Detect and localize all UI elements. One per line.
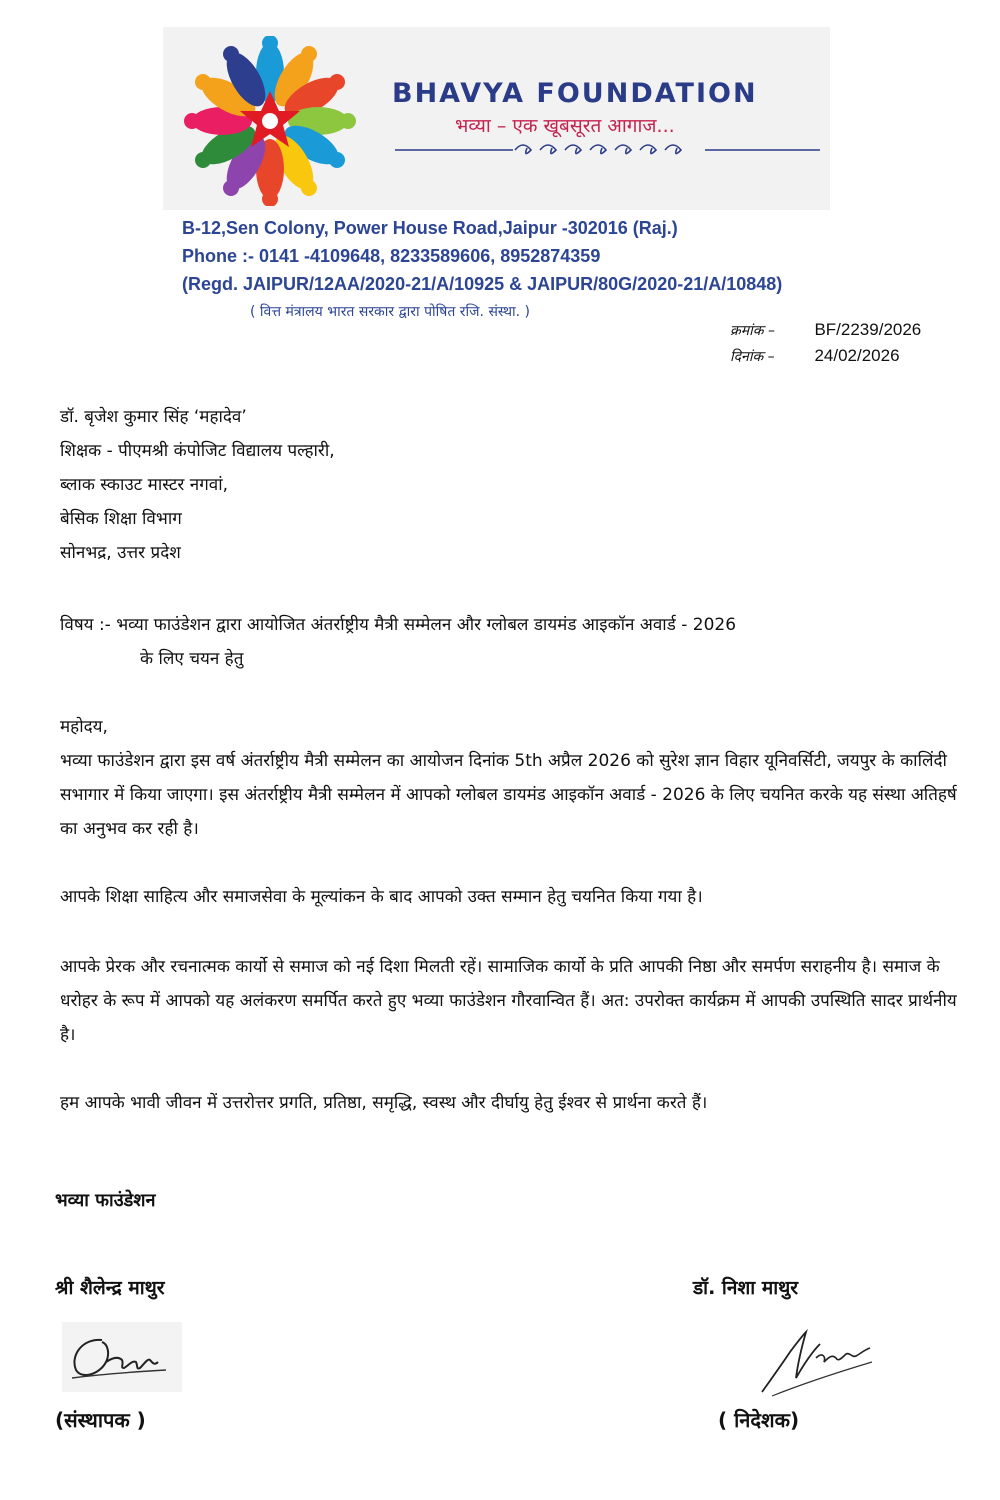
registration-note: ( वित्त मंत्रालय भारत सरकार द्वारा पोषित रजि. संस्था. )	[250, 304, 531, 320]
recipient-line: शिक्षक - पीएमश्री कंपोजिट विद्यालय पल्हारी,	[60, 441, 335, 461]
subject-line-continued: के लिए चयन हेतु	[140, 649, 244, 669]
recipient-name: डॉ. बृजेश कुमार सिंह ‘महादेव’	[60, 407, 247, 427]
reference-number	[730, 320, 921, 340]
body-paragraph: आपके प्रेरक और रचनात्मक कार्यो से समाज को नई दिशा मिलती रहें। सामाजिक कार्यो के प्रति आपकी निष्ठा और समर्पण सराहनीय है। समाज के धरोहर के रूप में आपको यह अलंकरण समर्पित करते हुए भव्या फाउंडेशन गौरवान्वित हैं। अत: उपरोक्त कार्यक्रम में आपकी उपस्थिति सादर प्रार्थनीय है।	[60, 957, 957, 1045]
recipient-line: ब्लाक स्काउट मास्टर नगवां,	[60, 475, 229, 495]
director-name: डॉ. निशा माथुर	[693, 1277, 799, 1299]
reference-value: BF/2239/2026	[814, 320, 922, 339]
letter-subject	[60, 608, 960, 676]
foundation-logo-icon	[170, 36, 370, 206]
date-label: दिनांक –	[730, 349, 775, 365]
recipient-line: सोनभद्र, उत्तर प्रदेश	[60, 543, 181, 563]
director-designation: ( निदेशक)	[718, 1408, 800, 1432]
date-value: 24/02/2026	[814, 346, 900, 365]
letter-date	[730, 346, 900, 366]
ornament-divider-icon	[395, 138, 820, 162]
organization-name: BHAVYA FOUNDATION	[392, 78, 758, 109]
body-paragraph: आपके शिक्षा साहित्य और समाजसेवा के मूल्यांकन के बाद आपको उक्त सम्मान हेतु चयनित किया गया है।	[60, 887, 703, 907]
founder-designation: (संस्थापक )	[55, 1408, 146, 1432]
address-line: B-12,Sen Colony, Power House Road,Jaipur -302016 (Raj.)	[182, 218, 678, 238]
signing-organization: भव्या फाउंडेशन	[55, 1190, 156, 1211]
phone-line: Phone :- 0141 -4109648, 8233589606, 8952874359	[182, 246, 601, 266]
director-signature-icon	[752, 1318, 882, 1398]
founder-signature-icon	[62, 1322, 182, 1392]
founder-name: श्री शैलेन्द्र माथुर	[55, 1277, 165, 1299]
reference-label: क्रमांक –	[730, 323, 775, 339]
organization-tagline: भव्या – एक खूबसूरत आगाज...	[455, 115, 675, 137]
salutation: महोदय,	[60, 717, 108, 737]
registration-line: (Regd. JAIPUR/12AA/2020-21/A/10925 & JAIPUR/80G/2020-21/A/10848)	[182, 274, 783, 294]
recipient-address	[60, 400, 335, 570]
recipient-line: बेसिक शिक्षा विभाग	[60, 509, 182, 529]
subject-line: विषय :- भव्या फाउंडेशन द्वारा आयोजित अंतर्राष्ट्रीय मैत्री सम्मेलन और ग्लोबल डायमंड आइकॉन अवार्ड - 2026	[60, 615, 737, 635]
body-paragraph: भव्या फाउंडेशन द्वारा इस वर्ष अंतर्राष्ट्रीय मैत्री सम्मेलन का आयोजन दिनांक 5th अप्रैल 2026 को सुरेश ज्ञान विहार यूनिवर्सिटी, जयपुर के कालिंदी सभागार में किया जाएगा। इस अंतर्राष्ट्रीय मैत्री सम्मेलन में आपको ग्लोबल डायमंड आइकॉन अवार्ड - 2026 के लिए चयनित करके यह संस्था अतिहर्ष का अनुभव कर रही है।	[60, 751, 957, 839]
body-paragraph: हम आपके भावी जीवन में उत्तरोत्तर प्रगति, प्रतिष्ठा, समृद्धि, स्वस्थ और दीर्घायु हेतु ईश्वर से प्रार्थना करते हैं।	[60, 1093, 708, 1113]
